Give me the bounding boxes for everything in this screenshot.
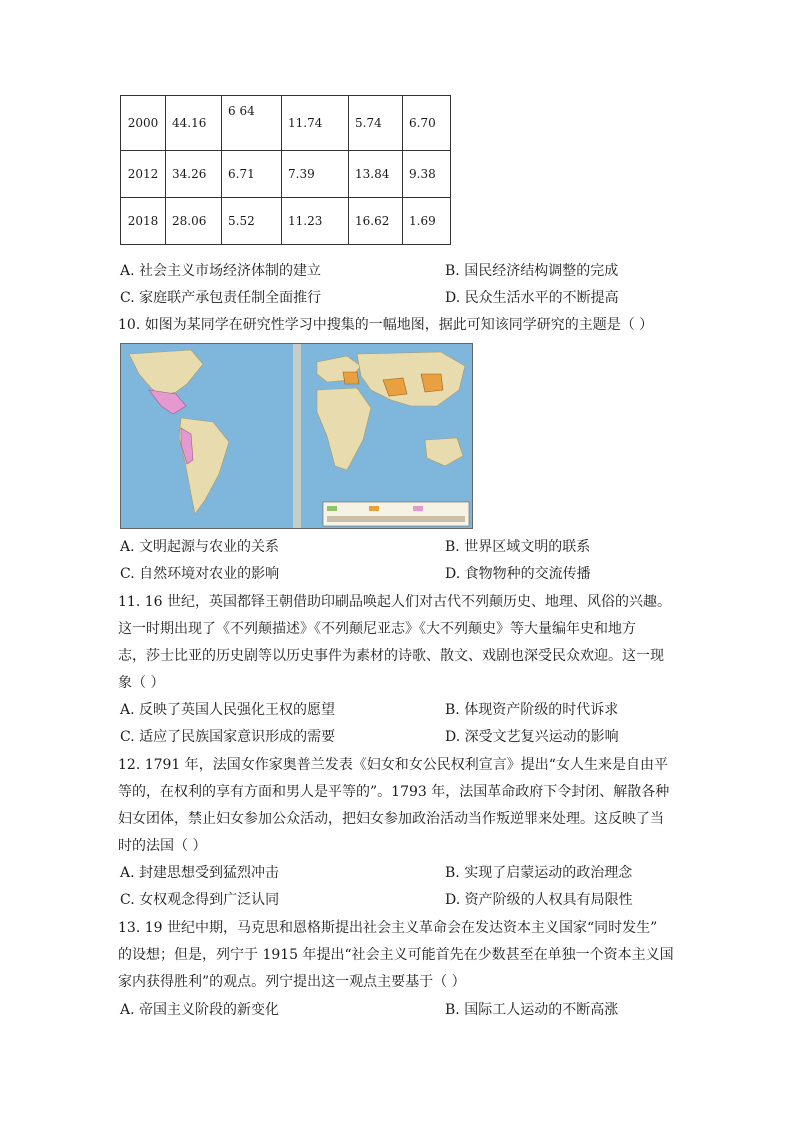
table-cell: 13.84 <box>349 151 403 198</box>
q10-option-b: B. 世界区域文明的联系 <box>445 539 591 555</box>
q12-stem-line: 时的法国（ ） <box>118 838 207 854</box>
q13-option-a: A. 帝国主义阶段的新变化 <box>120 1002 280 1018</box>
table-cell: 2012 <box>121 151 166 198</box>
table-cell: 5.52 <box>222 198 282 245</box>
q11-stem-line: 志，莎士比亚的历史剧等以历史事件为素材的诗歌、散文、戏剧也深受民众欢迎。这一现 <box>118 648 664 664</box>
table-row <box>121 151 451 198</box>
q12-stem-line: 等的，在权利的享有方面和男人是平等的”。1793 年，法国革命政府下令封闭、解散各种 <box>118 784 670 800</box>
table-row <box>121 198 451 245</box>
q13-option-b: B. 国际工人运动的不断高涨 <box>445 1002 619 1018</box>
table-cell: 6.71 <box>222 151 282 198</box>
table-cell: 9.38 <box>403 151 451 198</box>
q13-stem-line: 13. 19 世纪中期，马克思和恩格斯提出社会主义革命会在发达资本主义国家“同时发生” <box>118 920 658 936</box>
table-row <box>121 96 451 151</box>
table-cell: 2018 <box>121 198 166 245</box>
world-map-image <box>120 343 473 529</box>
q12-option-c: C. 女权观念得到广泛认同 <box>120 892 280 908</box>
table-cell: 28.06 <box>166 198 222 245</box>
q10-stem: 10. 如图为某同学在研究性学习中搜集的一幅地图，据此可知该同学研究的主题是（ ） <box>118 317 654 333</box>
q9-option-a: A. 社会主义市场经济体制的建立 <box>120 263 322 279</box>
q11-stem-line: 象（ ） <box>118 675 165 691</box>
q9-option-b: B. 国民经济结构调整的完成 <box>445 263 619 279</box>
q11-option-b: B. 体现资产阶级的时代诉求 <box>445 702 619 718</box>
q13-stem-line: 的设想；但是，列宁于 1915 年提出“社会主义可能首先在少数甚至在单独一个资本主义国 <box>118 947 674 963</box>
q12-stem-line: 妇女团体，禁止妇女参加公众活动，把妇女参加政治活动当作叛逆罪来处理。这反映了当 <box>118 811 664 827</box>
table-cell: 6.70 <box>403 96 451 151</box>
table-cell: 11.23 <box>282 198 349 245</box>
table-cell: 16.62 <box>349 198 403 245</box>
table-cell: 34.26 <box>166 151 222 198</box>
q10-option-d: D. 食物物种的交流传播 <box>445 566 591 582</box>
data-table <box>120 95 451 245</box>
q11-option-d: D. 深受文艺复兴运动的影响 <box>445 729 619 745</box>
q13-stem-line: 家内获得胜利”的观点。列宁提出这一观点主要基于（ ） <box>118 974 466 990</box>
q11-stem-line: 这一时期出现了《不列颠描述》《不列颠尼亚志》《大不列颠史》等大量编年史和地方 <box>118 621 636 637</box>
q11-option-c: C. 适应了民族国家意识形成的需要 <box>120 729 336 745</box>
table-cell: 2000 <box>121 96 166 151</box>
table-cell: 11.74 <box>282 96 349 151</box>
q11-stem-line: 11. 16 世纪，英国都铎王朝借助印刷品唤起人们对古代不列颠历史、地理、风俗的兴趣。 <box>118 594 671 610</box>
table-cell: 44.16 <box>166 96 222 151</box>
q12-stem-line: 12. 1791 年，法国女作家奥普兰发表《妇女和女公民权利宣言》提出“女人生来是自由平 <box>118 757 668 773</box>
q12-option-a: A. 封建思想受到猛烈冲击 <box>120 865 280 881</box>
q10-option-c: C. 自然环境对农业的影响 <box>120 566 280 582</box>
q9-option-c: C. 家庭联产承包责任制全面推行 <box>120 290 322 306</box>
q12-option-b: B. 实现了启蒙运动的政治理念 <box>445 865 633 881</box>
table-cell: 5.74 <box>349 96 403 151</box>
table-cell: 1.69 <box>403 198 451 245</box>
q9-option-d: D. 民众生活水平的不断提高 <box>445 290 619 306</box>
table-cell: 7.39 <box>282 151 349 198</box>
q10-option-a: A. 文明起源与农业的关系 <box>120 539 280 555</box>
q12-option-d: D. 资产阶级的人权具有局限性 <box>445 892 633 908</box>
table-cell: 6 64 <box>222 96 282 151</box>
q11-option-a: A. 反映了英国人民强化王权的愿望 <box>120 702 336 718</box>
